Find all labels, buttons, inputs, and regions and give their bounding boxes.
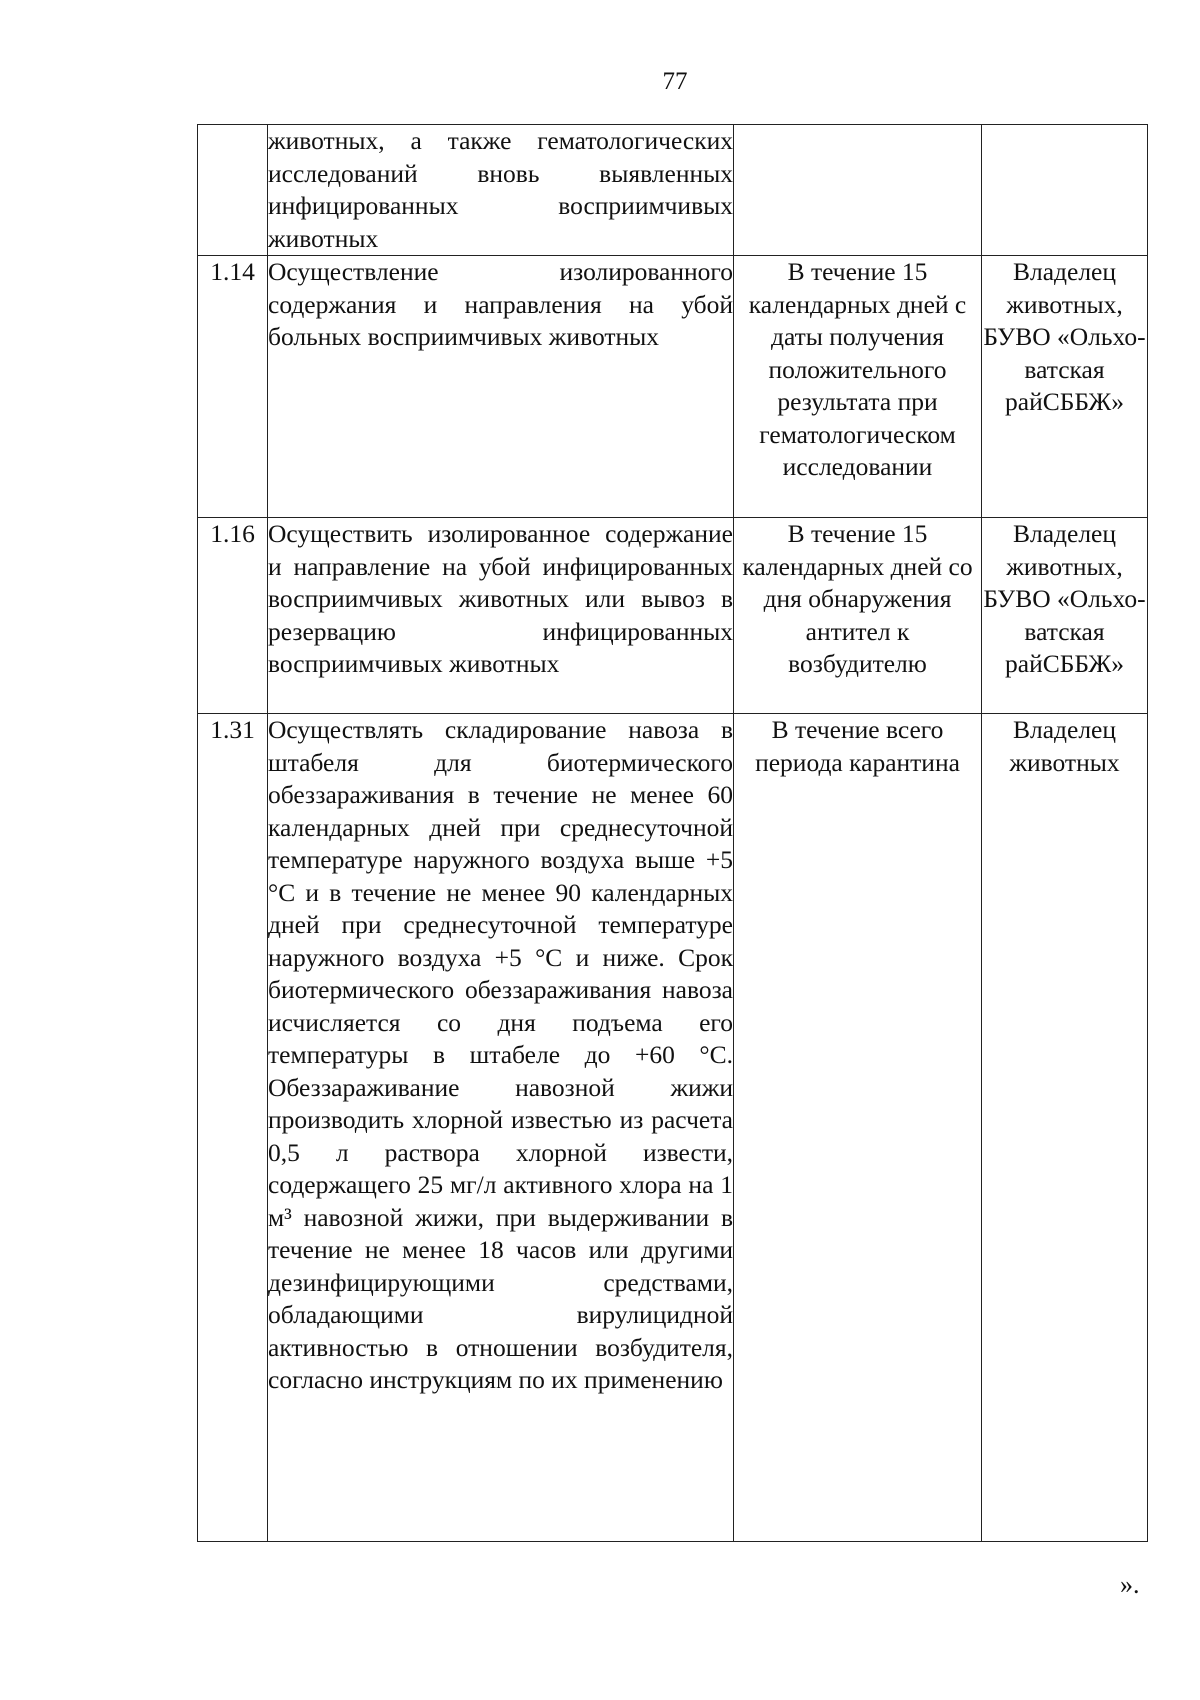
measures-table <box>197 124 1148 1542</box>
measure-description-text: Осуществление изолированного содержания и направления на убой больных восприимчивых животных <box>268 257 733 351</box>
measure-description <box>268 125 734 256</box>
measure-responsible: Владелец животных <box>982 714 1148 1542</box>
measure-description <box>268 256 734 518</box>
measure-description-text: Осуществить изолированное содержание и направление на убой инфицированных восприимчивых животных или вывоз в резервацию инфицированных восприимчивых животных <box>268 519 733 678</box>
measure-description <box>268 518 734 714</box>
row-number <box>198 125 268 256</box>
measure-responsible <box>982 125 1148 256</box>
measure-term: В течение 15 календарных дней с даты получения положительного результата при гематологическом исследовании <box>734 256 982 518</box>
measure-description <box>268 714 734 1542</box>
closing-quote: ». <box>1120 1570 1140 1599</box>
table-row <box>198 256 1148 518</box>
row-number: 1.31 <box>198 714 268 1542</box>
measure-term <box>734 125 982 256</box>
page-number: 77 <box>662 68 688 95</box>
measure-term: В течение 15 календарных дней со дня обнаружения антител к возбудителю <box>734 518 982 714</box>
measure-responsible: Владелец животных, БУВО «Ольхо-ватская райСББЖ» <box>982 518 1148 714</box>
measure-term: В течение всего периода карантина <box>734 714 982 1542</box>
measure-description-text: Осуществлять складирование навоза в штабеля для биотермического обеззараживания в течение не менее 60 календарных дней при среднесуточной температуре наружного воздуха выше +5 °С и в течение не менее 90 календарных дней при среднесуточной температуре наружного воздуха +5 °С и ниже. Срок биотермического обеззараживания навоза исчисляется со дня подъема его температуры в штабеле до +60 °С. Обеззараживание навозной жижи производить хлорной известью из расчета 0,5 л раствора хлорной извести, содержащего 25 мг/л активного хлора на 1 м³ навозной жижи, при выдерживании в течение не менее 18 часов или другими дезинфицирующими средствами, обладающими вирулицидной активностью в отношении возбудителя, согласно инструкциям по их применению <box>268 715 733 1394</box>
row-number: 1.14 <box>198 256 268 518</box>
row-number: 1.16 <box>198 518 268 714</box>
measure-responsible: Владелец животных, БУВО «Ольхо-ватская райСББЖ» <box>982 256 1148 518</box>
measure-description-text: животных, а также гематологических исследований вновь выявленных инфицированных восприимчивых животных <box>268 126 733 253</box>
table-row <box>198 714 1148 1542</box>
table-row <box>198 125 1148 256</box>
table-row <box>198 518 1148 714</box>
